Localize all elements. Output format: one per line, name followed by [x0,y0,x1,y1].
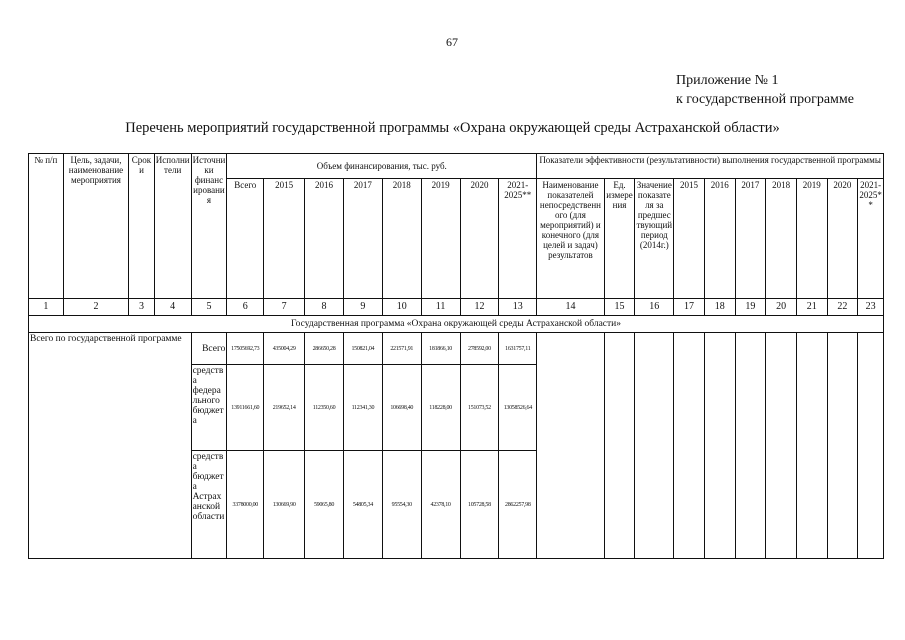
value-cell: 112341,30 [343,365,382,451]
column-number: 14 [537,299,604,316]
header-ind-2015: 2015 [674,179,705,299]
header-ind-2018: 2018 [766,179,797,299]
source-cell: средства бюджета Астраханской области [191,451,227,559]
column-number: 18 [704,299,735,316]
value-cell: 118228,00 [421,365,460,451]
header-2017: 2017 [343,179,382,299]
value-cell: 106698,40 [382,365,421,451]
header-financing: Объем финансирования, тыс. руб. [227,154,537,179]
appendix-line-2: к государственной программе [676,92,854,107]
empty-cell [735,333,766,559]
empty-cell [704,333,735,559]
value-cell: 1631757,11 [499,333,537,365]
header-2015: 2015 [264,179,305,299]
header-executors: Исполнители [154,154,191,299]
header-2016: 2016 [305,179,344,299]
header-base-value: Значение показателя за предшествующий период (2014г.) [635,179,674,299]
header-efficiency: Показатели эффективности (результативности) выполнения государственной программы [537,154,884,179]
header-indicator-name: Наименование показателей непосредственного (для мероприятий) и конечного (для целей и задач) результатов [537,179,604,299]
value-cell: 112350,60 [305,365,344,451]
column-number: 4 [154,299,191,316]
value-cell: 3378000,00 [227,451,264,559]
header-ind-2016: 2016 [704,179,735,299]
column-number: 5 [191,299,227,316]
header-unit: Ед. измерения [604,179,635,299]
measures-table [28,153,884,559]
column-number: 12 [460,299,499,316]
value-cell: 105728,58 [460,451,499,559]
empty-cell [858,333,884,559]
total-label: Всего по государственной программе [29,333,192,559]
header-goal: Цель, задачи, наименование мероприятия [63,154,128,299]
column-number: 10 [382,299,421,316]
appendix-note [676,71,854,109]
value-cell: 219652,14 [264,365,305,451]
value-cell: 42378,10 [421,451,460,559]
column-number: 20 [766,299,797,316]
column-number: 7 [264,299,305,316]
value-cell: 286650,28 [305,333,344,365]
header-terms: Сроки [129,154,155,299]
header-ind-2020: 2020 [827,179,858,299]
column-number: 13 [499,299,537,316]
value-cell: 181866,10 [421,333,460,365]
value-cell: 59065,80 [305,451,344,559]
empty-cell [635,333,674,559]
value-cell: 150821,04 [343,333,382,365]
column-number: 23 [858,299,884,316]
header-2018: 2018 [382,179,421,299]
column-number: 6 [227,299,264,316]
program-row: Государственная программа «Охрана окружающей среды Астраханской области» [29,316,884,333]
value-cell: 151073,52 [460,365,499,451]
column-number: 19 [735,299,766,316]
empty-cell [537,333,604,559]
header-ind-2021-2025: 2021-2025** [858,179,884,299]
header-sources: Источники финансирования [191,154,227,299]
column-number: 16 [635,299,674,316]
column-number: 3 [129,299,155,316]
value-cell: 13911661,60 [227,365,264,451]
source-cell: средства федерального бюджета [191,365,227,451]
empty-cell [827,333,858,559]
source-cell: Всего [191,333,227,365]
column-number: 9 [343,299,382,316]
empty-cell [766,333,797,559]
column-number: 2 [63,299,128,316]
value-cell: 435004,29 [264,333,305,365]
header-no: № п/п [29,154,64,299]
header-ind-2019: 2019 [796,179,827,299]
value-cell: 13058526,64 [499,365,537,451]
header-2021-2025: 2021-2025** [499,179,537,299]
column-number: 22 [827,299,858,316]
header-ind-2017: 2017 [735,179,766,299]
document-title: Перечень мероприятий государственной программы «Охрана окружающей среды Астраханской области» [125,120,780,136]
header-total: Всего [227,179,264,299]
column-numbers-row [29,299,884,316]
value-cell: 95554,30 [382,451,421,559]
appendix-line-1: Приложение № 1 [676,73,779,88]
table-row [29,333,884,365]
column-number: 15 [604,299,635,316]
empty-cell [604,333,635,559]
column-number: 8 [305,299,344,316]
value-cell: 278592,00 [460,333,499,365]
empty-cell [796,333,827,559]
value-cell: 2862257,98 [499,451,537,559]
header-2020: 2020 [460,179,499,299]
page-number: 67 [446,35,458,49]
value-cell: 17505692,73 [227,333,264,365]
header-2019: 2019 [421,179,460,299]
column-number: 11 [421,299,460,316]
value-cell: 221571,91 [382,333,421,365]
column-number: 17 [674,299,705,316]
value-cell: 54805,34 [343,451,382,559]
column-number: 1 [29,299,64,316]
value-cell: 130669,90 [264,451,305,559]
empty-cell [674,333,705,559]
column-number: 21 [796,299,827,316]
